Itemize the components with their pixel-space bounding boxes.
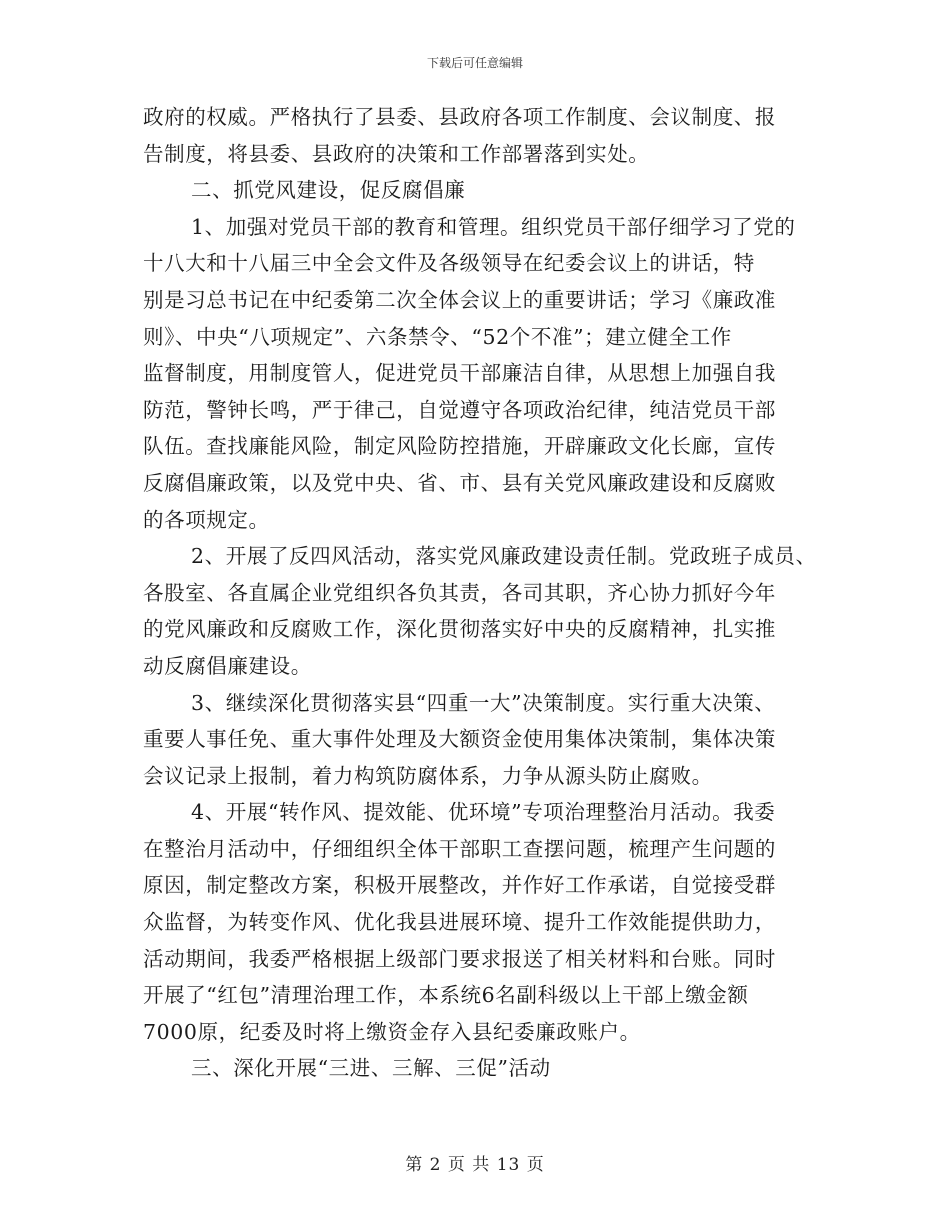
text-line: 反腐倡廉政策，以及党中央、省、市、县有关党风廉政建设和反腐败 [143, 470, 776, 495]
text-line: 1、加强对党员干部的教育和管理。组织党员干部仔细学习了党的 [191, 214, 796, 239]
section-heading: 三、深化开展“三进、三解、三促”活动 [191, 1056, 551, 1081]
text-line: 则》、中央“八项规定”、六条禁令、“52个不准”；建立健全工作 [143, 324, 732, 349]
text-line: 告制度，将县委、县政府的决策和工作部署落到实处。 [143, 141, 650, 166]
text-line: 众监督，为转变作风、优化我县进展环境、提升工作效能提供助力， [143, 910, 776, 935]
text-line: 在整治月活动中，仔细组织全体干部职工查摆问题，梳理产生问题的 [143, 836, 776, 861]
text-line: 动反腐倡廉建设。 [143, 653, 312, 678]
text-line: 3、继续深化贯彻落实县“四重一大”决策制度。实行重大决策、 [191, 690, 776, 715]
text-line: 防范，警钟长鸣，严于律己，自觉遵守各项政治纪律，纯洁党员干部 [143, 397, 776, 422]
text-line: 的党风廉政和反腐败工作，深化贯彻落实好中央的反腐精神，扎实推 [143, 617, 776, 642]
text-line: 政府的权威。严格执行了县委、县政府各项工作制度、会议制度、报 [143, 105, 776, 129]
section-heading: 二、抓党风建设，促反腐倡廉 [191, 178, 466, 203]
text-line: 别是习总书记在中纪委第二次全体会议上的重要讲话；学习《廉政准 [143, 287, 776, 312]
text-line: 监督制度，用制度管人，促进党员干部廉洁自律，从思想上加强自我 [143, 361, 776, 386]
text-line: 7000原，纪委及时将上缴资金存入县纪委廉政账户。 [143, 1019, 641, 1044]
page-header: 下载后可任意编辑 [426, 56, 523, 70]
page-number: 第 2 页 共 13 页 [405, 1155, 545, 1175]
text-line: 活动期间，我委严格根据上级部门要求报送了相关材料和台账。同时 [143, 946, 776, 971]
text-line: 各股室、各直属企业党组织各负其责，各司其职，齐心协力抓好今年 [143, 580, 776, 605]
document-body [143, 99, 817, 1087]
text-line: 队伍。查找廉能风险，制定风险防控措施，开辟廉政文化长廊，宣传 [143, 434, 776, 459]
text-line: 2、开展了反四风活动，落实党风廉政建设责任制。党政班子成员、 [191, 544, 817, 569]
text-line: 重要人事任免、重大事件处理及大额资金使用集体决策制，集体决策 [143, 727, 776, 752]
text-line: 会议记录上报制，着力构筑防腐体系，力争从源头防止腐败。 [143, 763, 713, 788]
text-line: 十八大和十八届三中全会文件及各级领导在纪委会议上的讲话，特 [143, 251, 755, 276]
text-line: 的各项规定。 [143, 507, 270, 532]
text-line: 4、开展“转作风、提效能、优环境”专项治理整治月活动。我委 [191, 800, 776, 825]
text-line: 开展了“红包”清理治理工作，本系统6名副科级以上干部上缴金额 [143, 983, 749, 1008]
text-line: 原因，制定整改方案，积极开展整改，并作好工作承诺，自觉接受群 [143, 873, 776, 898]
